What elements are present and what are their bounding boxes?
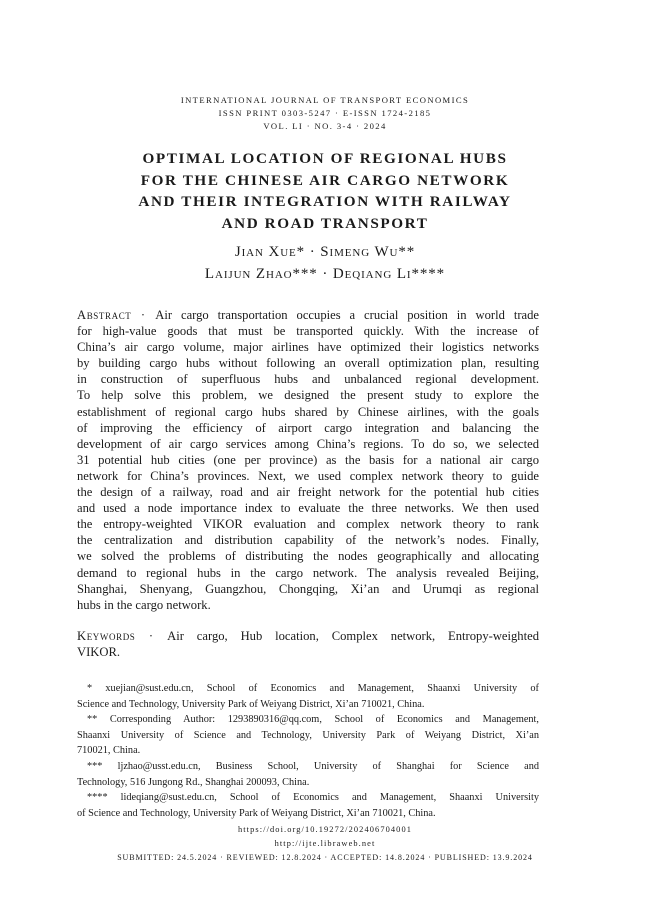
journal-url-link[interactable]: http://ijte.libraweb.net [274,839,376,848]
abstract-line: development of air cargo services among China’s regions. To do so, we selected [77,436,539,451]
keywords-label: Keywords · [77,629,168,643]
abstract-line: the entropy-weighted VIKOR evaluation and complex network theory to rank [77,517,539,532]
title-line: OPTIMAL LOCATION OF REGIONAL HUBS [142,150,508,167]
footnote-line: **** lideqiang@sust.edu.cn, School of Economics and Management, Shaanxi University [87,792,539,804]
publication-dates: SUBMITTED: 24.5.2024 · REVIEWED: 12.8.2024 · ACCEPTED: 14.8.2024 · PUBLISHED: 13.9.2024 [117,853,533,862]
footnote-line: * xuejian@sust.edu.cn, School of Economics and Management, Shaanxi University of [87,683,539,694]
abstract-line: in construction of superfluous hubs and unbalanced regional development. [77,372,539,387]
footnote-line: ** Corresponding Author: 1293890316@qq.com, School of Economics and Management, [87,714,539,726]
abstract-line: the centralization and distribution capability of the network’s nodes. Finally, [77,533,539,548]
keywords [77,628,539,660]
abstract-line: Shanghai, Shenyang, Guangzhou, Chongqing, Xi’an and Urumqi as regional [77,581,539,596]
keywords-text: Air cargo, Hub location, Complex network, Entropy-weighted [167,629,539,643]
abstract-line [77,307,539,323]
abstract-line: of improving the efficiency of airport cargo integration and balancing the [77,420,539,435]
authors-line: Laijun Zhao*** · Deqiang Li**** [204,266,446,282]
journal-name: INTERNATIONAL JOURNAL OF TRANSPORT ECONOMICS [180,95,470,105]
title-line: FOR THE CHINESE AIR CARGO NETWORK [140,171,510,189]
footnote-line: Science and Technology, University Park of Weiyang District, Xi’an 710021, China. [77,698,425,710]
footnote-line: Technology, 516 Jungong Rd., Shanghai 200093, China. [77,776,310,788]
abstract-label: Abstract · [77,308,156,322]
authors-line: Jian Xue* · Simeng Wu** [234,244,416,260]
article-title [60,148,590,235]
abstract-line: for high-value goods that must be transported quickly. With the increase of [77,324,539,339]
abstract-line: we solved the problems of distributing the nodes geographically and allocating [77,549,539,564]
abstract-line: network for China’s provinces. Next, we used complex network theory to guide [77,468,539,483]
abstract-line: China’s air cargo volume, major airlines have optimized their logistics networks [77,340,539,355]
abstract-text: Air cargo transportation occupies a crucial position in world trade [155,308,539,322]
footnote-line: *** ljzhao@usst.edu.cn, Business School, University of Shanghai for Science and [87,760,539,772]
journal-issn: ISSN PRINT 0303-5247 · E-ISSN 1724-2185 [218,108,432,118]
journal-volume: VOL. LI · NO. 3-4 · 2024 [263,121,387,131]
footnote-line: 710021, China. [77,745,141,757]
title-line: AND ROAD TRANSPORT [221,215,429,233]
abstract [77,307,539,613]
abstract-line: hubs in the cargo network. [77,597,211,612]
abstract-line: by building cargo hubs without following an overall optimization plan, resulting [77,356,539,371]
doi-link[interactable]: https://doi.org/10.19272/202406704001 [237,825,413,834]
abstract-line: establishment of regional cargo hubs shared by Chinese airlines, with the goals [77,404,539,419]
keywords-line: VIKOR. [77,645,121,660]
abstract-line: demand to regional hubs in the cargo network. The analysis revealed Beijing, [77,565,539,580]
abstract-line: and used a node importance index to evaluate the three networks. We then used [77,501,539,516]
abstract-line: To help solve this problem, we designed the present study to explore the [77,388,539,403]
footnote-line: of Science and Technology, University Park of Weiyang District, Xi’an 710021, China. [77,807,436,819]
title-line: AND THEIR INTEGRATION WITH RAILWAY [138,193,512,211]
author-footnotes [77,681,539,821]
abstract-line: the design of a railway, road and air freight network for the potential hub cities [77,485,539,500]
footnote-line: Shaanxi University of Science and Technology, University Park of Weiyang District, Xi’an [77,729,539,741]
keywords-line [77,628,539,644]
abstract-line: 31 potential hub cities (one per province) as the basis for a national air cargo [77,452,539,467]
